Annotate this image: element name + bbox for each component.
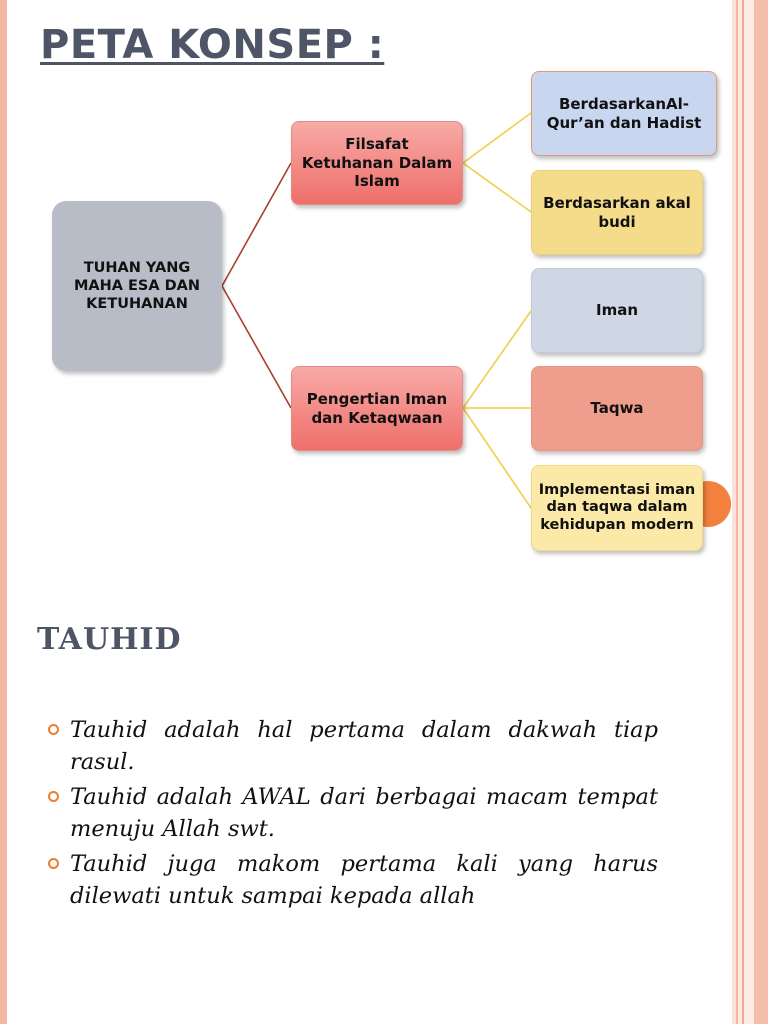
connector-root-to-pengertian xyxy=(222,286,291,408)
leaf-node-implementasi xyxy=(531,465,703,551)
leaf-node-label: Iman xyxy=(595,301,638,320)
bullet-text: Tauhid adalah hal pertama dalam dakwah tiap rasul. xyxy=(70,717,658,775)
leaf-node-quran-hadist xyxy=(531,71,717,156)
branch-node-label: Filsafat Ketuhanan Dalam Islam xyxy=(301,134,453,191)
root-node xyxy=(52,201,222,371)
leaf-node-label: Taqwa xyxy=(590,399,644,418)
connector-filsafat-to-quran xyxy=(463,113,531,163)
connector-filsafat-to-akal xyxy=(463,163,531,212)
bullet-item xyxy=(44,714,658,778)
leaf-node-label: BerdasarkanAl-Qur’an dan Hadist xyxy=(546,94,702,132)
bullet-list xyxy=(44,714,658,915)
leaf-node-label: Berdasarkan akal budi xyxy=(543,193,691,231)
bullet-text: Tauhid juga makom pertama kali yang harus dilewati untuk sampai kepada allah xyxy=(70,851,658,909)
branch-node-label: Pengertian Iman dan Ketaqwaan xyxy=(306,389,448,427)
circle-bullet-icon xyxy=(48,858,59,869)
leaf-node-label: Implementasi iman dan taqwa dalam kehidupan modern xyxy=(538,481,696,533)
branch-node-filsafat xyxy=(291,121,463,205)
circle-bullet-icon xyxy=(48,791,59,802)
bullet-item xyxy=(44,781,658,845)
root-node-label: TUHAN YANG MAHA ESA DAN KETUHANAN xyxy=(73,259,201,313)
bullet-text: Tauhid adalah AWAL dari berbagai macam tempat menuju Allah swt. xyxy=(70,784,658,842)
circle-bullet-icon xyxy=(48,724,59,735)
leaf-node-akal-budi xyxy=(531,170,703,255)
slide-title: PETA KONSEP : xyxy=(40,22,385,68)
leaf-node-iman xyxy=(531,268,703,353)
connector-root-to-filsafat xyxy=(222,163,291,286)
branch-node-pengertian xyxy=(291,366,463,451)
connector-pengertian-to-implementasi xyxy=(463,408,531,508)
section-title: TAUHID xyxy=(37,622,182,657)
leaf-node-taqwa xyxy=(531,366,703,451)
bullet-item xyxy=(44,848,658,912)
connector-pengertian-to-iman xyxy=(463,311,531,408)
